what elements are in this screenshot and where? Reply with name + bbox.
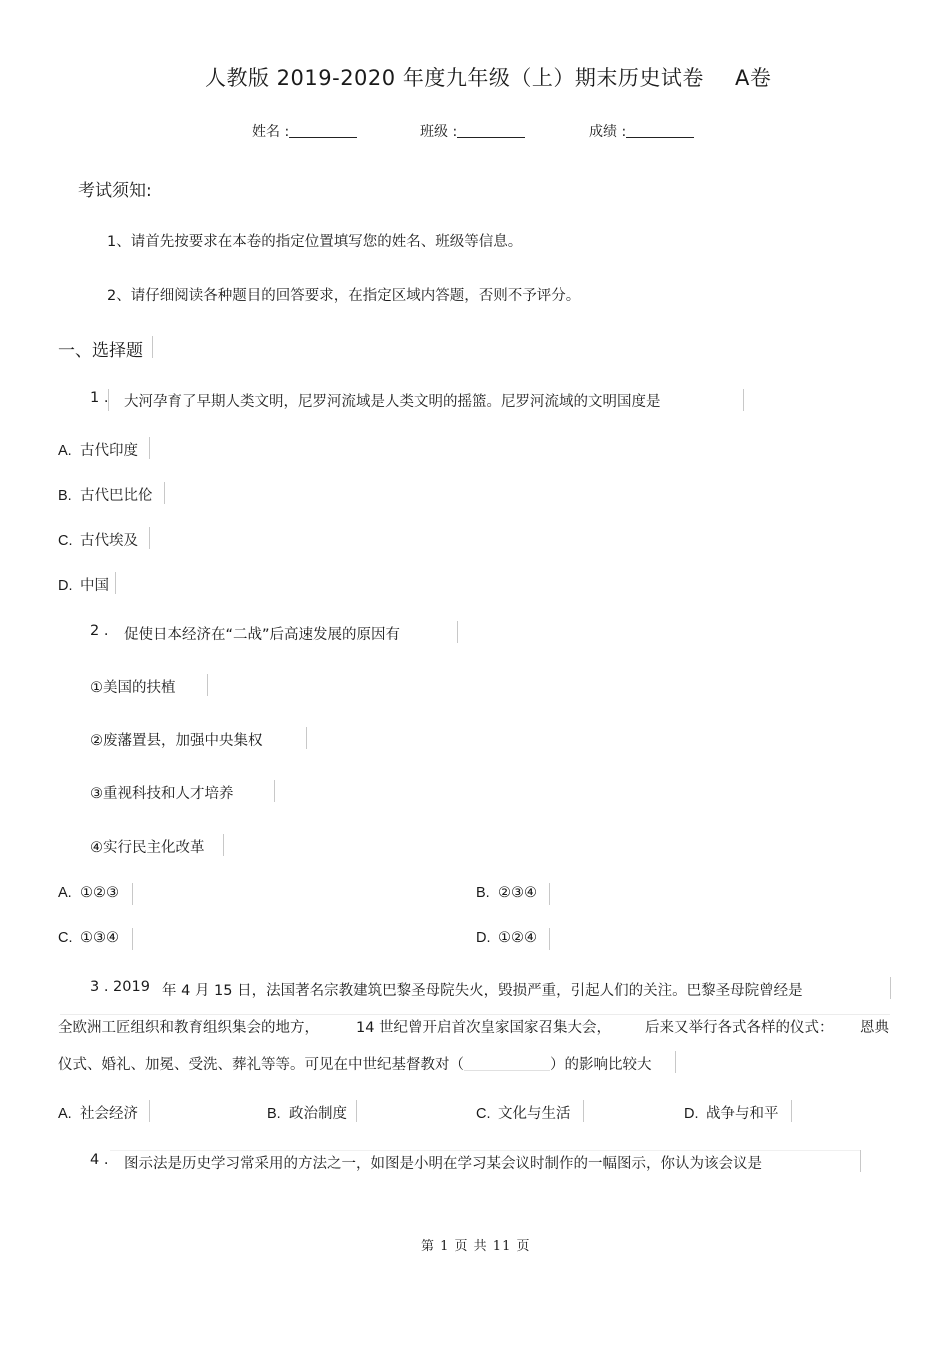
q3-stem-line3: [58, 1053, 652, 1074]
option-text: 中国: [80, 578, 109, 594]
option-text: 政治制度: [289, 1106, 347, 1122]
q2-option-c[interactable]: [58, 930, 119, 946]
option-letter: A.: [58, 885, 72, 901]
divider: [110, 1150, 860, 1151]
q3-stem-line2d: 恩典: [860, 1020, 889, 1036]
q4-stem: 图示法是历史学习常采用的方法之一，如图是小明在学习某会议时制作的一幅图示，你认为该会议是: [124, 1156, 762, 1172]
option-letter: A.: [58, 443, 72, 459]
divider: [890, 977, 891, 999]
option-letter: C.: [58, 533, 73, 549]
divider: [791, 1100, 792, 1122]
q3-option-a[interactable]: [58, 1102, 138, 1123]
q3-stem-line2a: 全欧洲工匠组织和教育组织集会的地方，: [58, 1020, 319, 1036]
divider: [152, 336, 153, 358]
option-text: 古代印度: [80, 443, 138, 459]
score-field[interactable]: [589, 121, 694, 141]
q1-option-d[interactable]: [58, 574, 109, 595]
q1-option-b[interactable]: [58, 484, 153, 505]
q3-stem-line3a: 仪式、婚礼、加冕、受洗、葬礼等等。可见在中世纪基督教对（: [58, 1057, 464, 1073]
option-text: ①②④: [498, 930, 537, 946]
answer-blank[interactable]: [464, 1056, 550, 1071]
option-letter: C.: [58, 930, 73, 946]
exam-volume: A卷: [735, 66, 772, 90]
exam-title-text: 人教版 2019-2020 年度九年级（上）期末历史试卷: [205, 66, 704, 90]
divider: [223, 834, 224, 856]
notice-heading: 考试须知:: [78, 181, 152, 201]
divider: [743, 389, 744, 411]
divider: [115, 572, 116, 594]
option-letter: D.: [684, 1106, 699, 1122]
divider: [356, 1100, 357, 1122]
q2-item-4: ④实行民主化改革: [90, 840, 205, 856]
option-text: ②③④: [498, 885, 537, 901]
class-label: 班级 :: [420, 124, 458, 140]
option-text: 社会经济: [80, 1106, 138, 1122]
score-label: 成绩 :: [589, 124, 627, 140]
option-text: ①③④: [80, 930, 119, 946]
option-letter: A.: [58, 1106, 72, 1122]
divider: [306, 727, 307, 749]
divider: [132, 928, 133, 950]
notice-item-1: 1、请首先按要求在本卷的指定位置填写您的姓名、班级等信息。: [107, 234, 523, 250]
divider: [549, 883, 550, 905]
divider: [457, 621, 458, 643]
divider: [60, 1014, 890, 1015]
q2-stem: 促使日本经济在“二战”后高速发展的原因有: [124, 627, 401, 643]
q2-option-a[interactable]: [58, 885, 119, 901]
q2-option-b[interactable]: [476, 885, 537, 901]
q3-option-b[interactable]: [267, 1102, 347, 1123]
option-text: ①②③: [80, 885, 119, 901]
q3-option-c[interactable]: [476, 1102, 571, 1123]
divider: [583, 1100, 584, 1122]
q1-number: 1 .: [90, 390, 109, 406]
option-letter: B.: [267, 1106, 281, 1122]
option-letter: B.: [58, 488, 72, 504]
option-text: 古代埃及: [80, 533, 138, 549]
option-text: 战争与和平: [706, 1106, 779, 1122]
divider: [549, 928, 550, 950]
option-letter: D.: [58, 578, 73, 594]
option-letter: C.: [476, 1106, 491, 1122]
q3-stem-line2b: 14 世纪曾开启首次皇家国家召集大会，: [356, 1020, 612, 1036]
q2-number: 2 .: [90, 623, 109, 639]
option-text: 文化与生活: [498, 1106, 571, 1122]
q2-item-1: ①美国的扶植: [90, 680, 176, 696]
exam-title: [205, 62, 771, 92]
q1-option-a[interactable]: [58, 439, 138, 460]
q3-number: 3 . 2019: [90, 979, 150, 995]
q2-item-3: ③重视科技和人才培养: [90, 786, 234, 802]
q2-item-2: ②废藩置县，加强中央集权: [90, 733, 263, 749]
q3-option-d[interactable]: [684, 1102, 779, 1123]
name-field[interactable]: [252, 121, 357, 141]
divider: [207, 674, 208, 696]
option-letter: B.: [476, 885, 490, 901]
class-blank[interactable]: [457, 123, 525, 138]
name-label: 姓名 :: [252, 124, 290, 140]
divider: [132, 883, 133, 905]
notice-item-2: 2、请仔细阅读各种题目的回答要求，在指定区域内答题，否则不予评分。: [107, 288, 581, 304]
divider: [164, 482, 165, 504]
q4-number: 4 .: [90, 1152, 109, 1168]
divider: [149, 527, 150, 549]
divider: [108, 389, 109, 411]
divider: [675, 1051, 676, 1073]
q3-stem-line2c: 后来又举行各式各样的仪式：: [645, 1020, 834, 1036]
page-number: 第 1 页 共 11 页: [421, 1239, 531, 1254]
option-text: 古代巴比伦: [80, 488, 153, 504]
q3-stem-line3b: ）的影响比较大: [550, 1057, 652, 1073]
divider: [860, 1150, 861, 1172]
name-blank[interactable]: [289, 123, 357, 138]
divider: [149, 437, 150, 459]
q2-option-d[interactable]: [476, 930, 537, 946]
class-field[interactable]: [420, 121, 525, 141]
q3-stem-line1: 年 4 月 15 日，法国著名宗教建筑巴黎圣母院失火，毁损严重，引起人们的关注。巴黎圣母院曾经是: [162, 983, 803, 999]
score-blank[interactable]: [626, 123, 694, 138]
q1-stem: 大河孕育了早期人类文明，尼罗河流域是人类文明的摇篮。尼罗河流域的文明国度是: [124, 394, 661, 410]
option-letter: D.: [476, 930, 491, 946]
q1-option-c[interactable]: [58, 529, 138, 550]
section-title: 一、选择题: [58, 341, 143, 361]
divider: [274, 780, 275, 802]
divider: [149, 1100, 150, 1122]
